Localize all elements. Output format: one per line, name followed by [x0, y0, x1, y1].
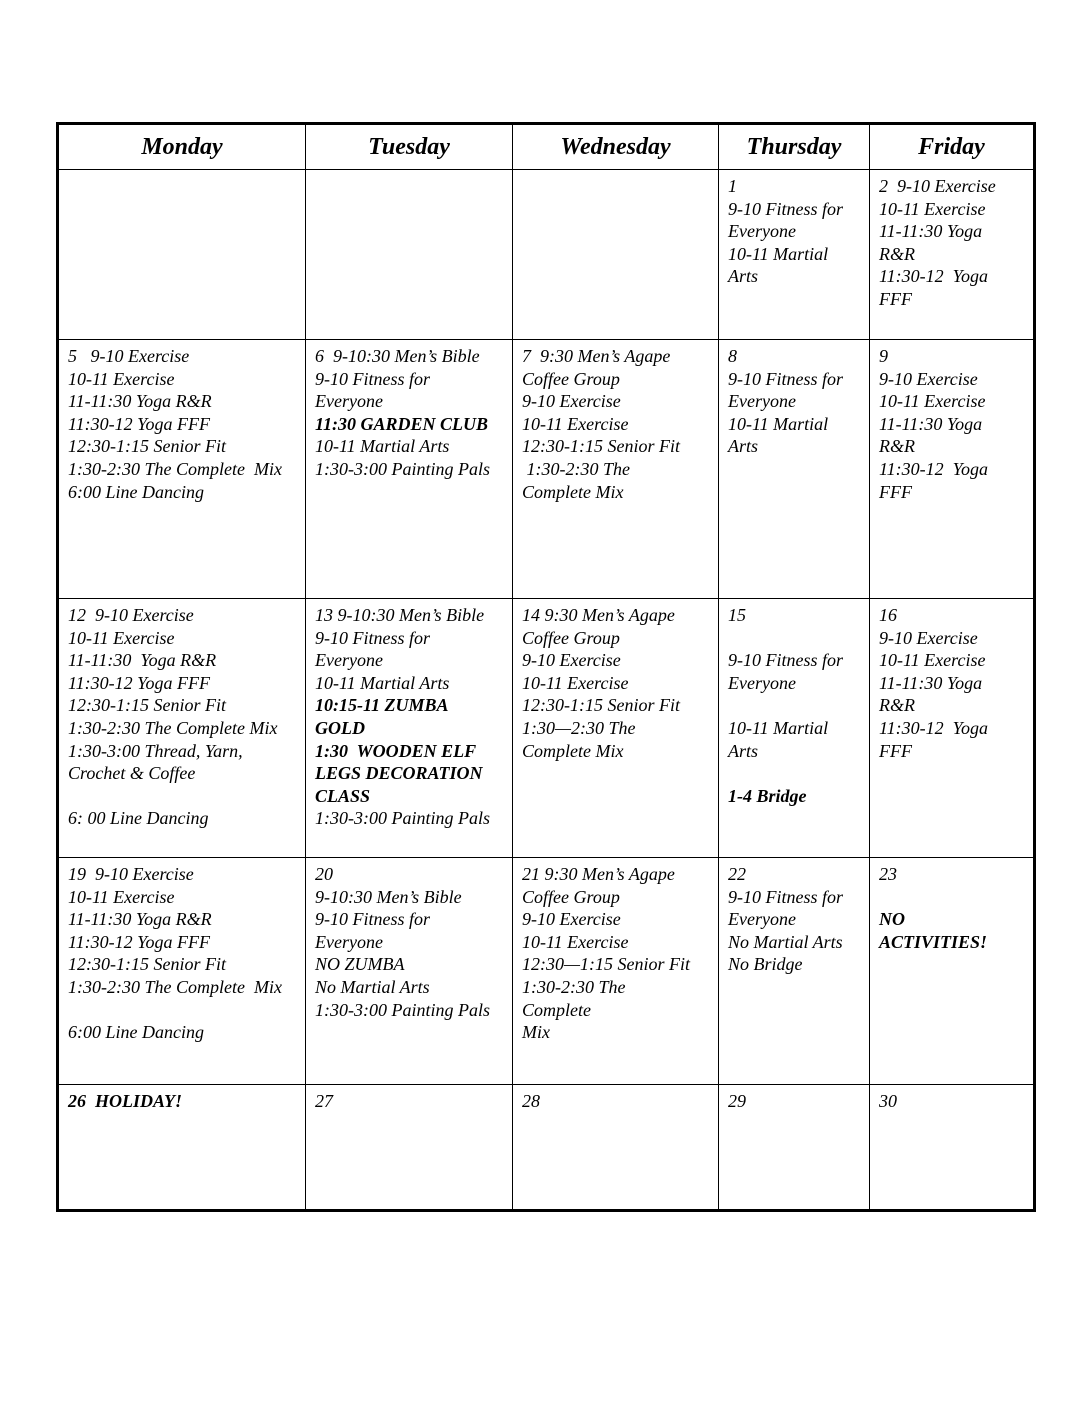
event-line: Everyone — [728, 672, 796, 693]
weekday-header-row — [58, 124, 1035, 170]
event-line: 11-11:30 Yoga R&R — [68, 909, 212, 930]
event-line: 11:30-12 Yoga — [879, 458, 989, 479]
day-cell-friday — [870, 858, 1035, 1085]
event-line: No Martial Arts — [315, 976, 430, 997]
calendar-table — [56, 122, 1036, 1212]
day-cell-thursday — [719, 858, 870, 1085]
event-line: 11-11:30 Yoga R&R — [68, 650, 217, 671]
day-cell-wednesday — [513, 340, 719, 599]
calendar-body — [58, 170, 1035, 1211]
event-line: 14 9:30 Men’s Agape — [522, 605, 675, 625]
event-line: 28 — [522, 1091, 540, 1111]
week-row — [58, 858, 1035, 1085]
event-line: 9-10 Fitness for — [728, 886, 843, 907]
event-line: 6:00 Line Dancing — [68, 481, 204, 502]
day-cell-monday — [58, 599, 306, 858]
event-line: 23 — [879, 864, 897, 884]
event-line: 9-10 Fitness for — [728, 198, 843, 219]
event-line — [728, 762, 866, 785]
event-line: Everyone — [728, 221, 796, 242]
event-line: 9-10 Fitness for — [315, 368, 430, 389]
day-cell-thursday — [719, 599, 870, 858]
week-row — [58, 340, 1035, 599]
day-cell-tuesday — [306, 340, 513, 599]
event-line: 10-11 Martial Arts — [315, 436, 450, 457]
event-line: 16 — [879, 605, 897, 625]
event-line: 11-11:30 Yoga — [879, 221, 983, 242]
event-line: 13 9-10:30 Men’s Bible — [315, 605, 485, 625]
week-row — [58, 1085, 1035, 1211]
event-line: 11-11:30 Yoga R&R — [68, 391, 212, 412]
event-line: 9-10:30 Men’s Bible — [315, 886, 462, 907]
header-friday: Friday — [870, 124, 1035, 170]
event-line: 9-10 Fitness for — [315, 627, 430, 648]
event-line: 6 9-10:30 Men’s Bible — [315, 346, 480, 366]
day-cell-monday — [58, 1085, 306, 1211]
event-line: 10-11 Exercise — [522, 672, 629, 693]
event-line: Everyone — [728, 909, 796, 930]
event-line: 26 HOLIDAY! — [68, 1091, 183, 1111]
day-cell-tuesday — [306, 170, 513, 340]
event-line: 1:30-3:00 Painting Pals — [315, 808, 490, 829]
event-line: 9-10 Exercise — [522, 909, 621, 930]
day-cell-friday — [870, 340, 1035, 599]
event-line: R&R — [879, 243, 915, 264]
day-cell-monday — [58, 858, 306, 1085]
event-line: 10-11 Exercise — [879, 650, 986, 671]
header-thursday: Thursday — [719, 124, 870, 170]
event-line: 21 9:30 Men’s Agape — [522, 864, 675, 884]
event-line: Everyone — [315, 391, 383, 412]
day-cell-wednesday — [513, 858, 719, 1085]
event-line: CLASS — [315, 785, 371, 806]
event-line: 12:30-1:15 Senior Fit — [68, 954, 226, 975]
week-row — [58, 170, 1035, 340]
event-line: 1-4 Bridge — [728, 785, 807, 806]
event-line: ACTIVITIES! — [879, 931, 988, 952]
event-line: 1:30-3:00 Thread, Yarn, — [68, 740, 243, 761]
day-cell-monday — [58, 170, 306, 340]
event-line: 10-11 Martial — [728, 243, 829, 264]
header-wednesday: Wednesday — [513, 124, 719, 170]
event-line — [728, 694, 866, 717]
event-line: 1:30-3:00 Painting Pals — [315, 458, 490, 479]
event-line: 10-11 Martial Arts — [315, 672, 450, 693]
event-line: Coffee Group — [522, 368, 620, 389]
event-line: 12 9-10 Exercise — [68, 605, 194, 625]
event-line: 12:30-1:15 Senior Fit — [522, 436, 680, 457]
event-line: 7 9:30 Men’s Agape — [522, 346, 671, 366]
event-line: 9-10 Exercise — [879, 368, 978, 389]
event-line: 1:30-2:30 The — [522, 976, 626, 997]
event-line: 1:30-2:30 The Complete Mix — [68, 976, 282, 997]
event-line: 10-11 Martial — [728, 717, 829, 738]
day-cell-tuesday — [306, 599, 513, 858]
day-cell-thursday — [719, 340, 870, 599]
event-line: Everyone — [315, 931, 383, 952]
event-line: 1:30-3:00 Painting Pals — [315, 999, 490, 1020]
event-line: Arts — [728, 266, 759, 287]
event-line: FFF — [879, 740, 912, 761]
week-row — [58, 599, 1035, 858]
day-cell-thursday — [719, 170, 870, 340]
day-cell-tuesday — [306, 1085, 513, 1211]
event-line: 29 — [728, 1091, 746, 1111]
event-line: 8 — [728, 346, 737, 366]
event-line: 10-11 Exercise — [879, 391, 986, 412]
event-line — [879, 886, 1030, 909]
event-line: FFF — [879, 481, 912, 502]
event-line: 10:15-11 ZUMBA — [315, 695, 449, 716]
event-line: 9 — [879, 346, 888, 366]
event-line: 10-11 Exercise — [879, 198, 986, 219]
event-line: 1:30—2:30 The — [522, 717, 636, 738]
event-line: 1:30-2:30 The Complete Mix — [68, 717, 278, 738]
day-cell-friday — [870, 170, 1035, 340]
event-line: 2 9-10 Exercise — [879, 176, 996, 196]
event-line: GOLD — [315, 717, 365, 738]
event-line: 11:30-12 Yoga FFF — [68, 931, 210, 952]
event-line: Arts — [728, 740, 759, 761]
header-tuesday: Tuesday — [306, 124, 513, 170]
event-line: NO ZUMBA — [315, 954, 405, 975]
day-cell-wednesday — [513, 599, 719, 858]
event-line: 9-10 Fitness for — [315, 909, 430, 930]
event-line: 9-10 Exercise — [522, 391, 621, 412]
event-line: NO — [879, 909, 905, 930]
event-line: 22 — [728, 864, 746, 884]
event-line: LEGS DECORATION — [315, 763, 483, 784]
event-line: 12:30-1:15 Senior Fit — [68, 695, 226, 716]
event-line: 9-10 Exercise — [879, 627, 978, 648]
event-line: 10-11 Exercise — [68, 627, 175, 648]
day-cell-friday — [870, 1085, 1035, 1211]
event-line: 11-11:30 Yoga — [879, 672, 983, 693]
event-line: No Bridge — [728, 954, 803, 975]
header-monday: Monday — [58, 124, 306, 170]
event-line: Coffee Group — [522, 886, 620, 907]
event-line: Everyone — [728, 391, 796, 412]
event-line — [68, 785, 302, 808]
event-line: 11:30-12 Yoga FFF — [68, 413, 210, 434]
day-cell-tuesday — [306, 858, 513, 1085]
event-line: 1 — [728, 176, 737, 196]
event-line: No Martial Arts — [728, 931, 843, 952]
event-line: 10-11 Exercise — [68, 886, 175, 907]
event-line: FFF — [879, 288, 912, 309]
event-line: 11:30-12 Yoga — [879, 717, 989, 738]
event-line: 12:30—1:15 Senior Fit — [522, 954, 690, 975]
event-line: 27 — [315, 1091, 333, 1111]
event-line: 6:00 Line Dancing — [68, 1022, 204, 1043]
event-line: 1:30-2:30 The Complete Mix — [68, 458, 282, 479]
event-line: 11:30 GARDEN CLUB — [315, 413, 489, 434]
day-cell-monday — [58, 340, 306, 599]
event-line: 11:30-12 Yoga FFF — [68, 672, 210, 693]
event-line: Arts — [728, 436, 759, 457]
event-line: 11-11:30 Yoga — [879, 413, 983, 434]
event-line — [68, 999, 302, 1022]
day-cell-wednesday — [513, 1085, 719, 1211]
event-line: 9-10 Fitness for — [728, 368, 843, 389]
event-line: Coffee Group — [522, 627, 620, 648]
event-line: 10-11 Exercise — [522, 413, 629, 434]
event-line: 20 — [315, 864, 333, 884]
event-line: Crochet & Coffee — [68, 763, 196, 784]
event-line: 12:30-1:15 Senior Fit — [522, 695, 680, 716]
event-line — [728, 627, 866, 650]
event-line: 6: 00 Line Dancing — [68, 808, 209, 829]
event-line: Complete — [522, 999, 591, 1020]
event-line: 9-10 Fitness for — [728, 650, 843, 671]
event-line: 10-11 Exercise — [522, 931, 629, 952]
event-line: 10-11 Martial — [728, 413, 829, 434]
event-line: 9-10 Exercise — [522, 650, 621, 671]
event-line: Complete Mix — [522, 481, 624, 502]
event-line: Complete Mix — [522, 740, 624, 761]
day-cell-friday — [870, 599, 1035, 858]
event-line: 19 9-10 Exercise — [68, 864, 194, 884]
event-line: 10-11 Exercise — [68, 368, 175, 389]
day-cell-thursday — [719, 1085, 870, 1211]
event-line: 1:30-2:30 The — [522, 458, 630, 479]
event-line: 11:30-12 Yoga — [879, 266, 989, 287]
event-line: 15 — [728, 605, 746, 625]
event-line: 5 9-10 Exercise — [68, 346, 190, 366]
event-line: R&R — [879, 695, 915, 716]
event-line: 30 — [879, 1091, 897, 1111]
event-line: 1:30 WOODEN ELF — [315, 740, 477, 761]
event-line: R&R — [879, 436, 915, 457]
event-line: 12:30-1:15 Senior Fit — [68, 436, 226, 457]
day-cell-wednesday — [513, 170, 719, 340]
event-line: Mix — [522, 1022, 550, 1043]
event-line: Everyone — [315, 650, 383, 671]
